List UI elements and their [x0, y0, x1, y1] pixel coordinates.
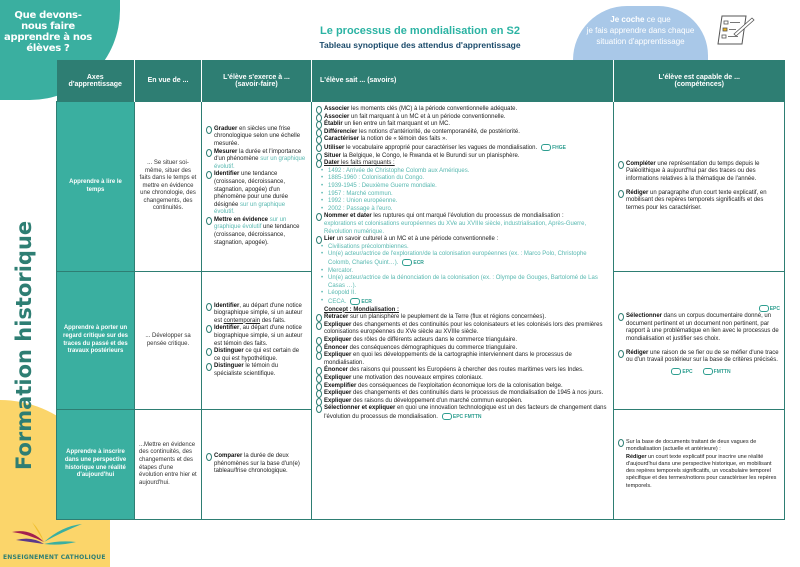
checklist-item[interactable]: Mettre en évidence sur un graphique évolutif une tendance (croissance, décroissance, stagnation, apogée). — [206, 217, 307, 247]
checkbox-circle-icon[interactable] — [206, 348, 212, 356]
checklist-item[interactable]: Sélectionner dans un corpus documentaire donné, un document pertinent et un document non pertinent, par rapport à une problématique en lien avec le processus de mondialisation et justifier ses choix. — [618, 313, 780, 343]
ecr-link-badge: ECR — [402, 259, 424, 266]
page-subtitle: Tableau synoptique des attendus d'apprentissage — [319, 40, 521, 50]
table-row — [57, 102, 785, 272]
checkbox-circle-icon[interactable] — [206, 149, 212, 157]
link-icon — [350, 298, 360, 305]
checklist-item[interactable]: Utiliser le vocabulaire approprié pour caractériser les vagues de mondialisation. FHGE — [316, 144, 609, 153]
checklist-item[interactable]: Rédiger une raison de se fier ou de se méfier d'une trace ou d'un travail postérieur sur la base de critères précisés. — [618, 350, 780, 365]
checklist-item[interactable]: Caractériser la notion de « témoin des faits ». — [316, 136, 609, 144]
link-icon — [442, 413, 452, 420]
epc-fmttn-link-badge: EPC FMTTN — [442, 413, 482, 420]
check-instruction-rest: ce que — [644, 15, 671, 24]
checklist-item[interactable]: Lier un savoir culturel à un MC et à une période conventionnelle : — [316, 236, 609, 244]
checklist-item[interactable]: Compléter une représentation du temps depuis le Paléolithique à aujourd'hui par des traces ou des informations relatives à la thématique de l'année. — [618, 161, 780, 184]
vue-cell: ... Développer sa pensée critique. — [135, 272, 202, 410]
exerce-cell — [202, 102, 312, 272]
vue-cell: ...Mettre en évidence des continuités, des changements et des étapes d'une évolution entre hier et aujourd'hui. — [135, 410, 202, 520]
checklist-item[interactable]: Rédiger un paragraphe d'un court texte explicatif, en mobilisant des repères temporels significatifs et des termes pour les caractériser. — [618, 190, 780, 213]
checklist-item[interactable]: Sur la base de documents traitant de deux vagues de mondialisation (actuelle et antérieure) : Rédiger un court texte explicatif pour inscrire une réalité d'aujourd'hui dans une perspective historique, en mobilisant des repères temporels significatifs, un vocabulaire temporel spécifique et des termes/notions pour caractériser les repères temporels. — [618, 439, 780, 489]
culture-item: • Mercator. — [316, 268, 609, 276]
checklist-item[interactable]: Expliquer des changements et des continuités pour les colonisateurs et les colonisés lors des premières colonisations européennes du XVe siècle au XVIIIe siècle. — [316, 322, 609, 337]
fmttn-link-badge: FMTTN — [703, 368, 731, 375]
badge-row-top — [618, 305, 780, 313]
checkbox-circle-icon[interactable] — [316, 213, 322, 221]
link-icon — [759, 305, 769, 312]
checkbox-circle-icon[interactable] — [618, 350, 624, 358]
checkbox-circle-icon[interactable] — [206, 126, 212, 134]
logo-text: ENSEIGNEMENT CATHOLIQUE — [3, 554, 106, 561]
checklist-item[interactable]: Dater les faits marquants : — [316, 160, 609, 168]
badge-row-bottom — [618, 368, 780, 376]
header-sait: L'élève sait ... (savoirs) — [312, 60, 614, 102]
vue-cell: ... Se situer soi-même, situer des faits dans le temps et mettre en évidence une chronologie, des changements, des continuités. — [135, 102, 202, 272]
checklist-pen-icon — [716, 14, 756, 46]
header-capable-main: L'élève est capable de ... — [658, 73, 740, 81]
checkbox-circle-icon[interactable] — [618, 190, 624, 198]
header-axes: Axes d'apprentissage — [57, 60, 135, 102]
culture-item: • Un(e) acteur/actrice de la dénonciation de la colonisation (ex. : Olympe de Gouges, Bartolomé de Las Casas …). — [316, 275, 609, 290]
culture-item: • Léopold II. — [316, 290, 609, 298]
header-exerce-main: L'élève s'exerce à ... — [223, 73, 290, 81]
epc-link-badge-2: EPC — [671, 368, 692, 375]
checklist-item[interactable]: Identifier, au départ d'une notice biographique simple, si un auteur est contemporain des faits. — [206, 303, 307, 326]
checklist-item[interactable]: Expliquer une motivation des nouveaux empires coloniaux. — [316, 375, 609, 383]
checklist-item[interactable]: Associer un fait marquant à un MC et à un période conventionnelle. — [316, 114, 609, 122]
axis-cell: Apprendre à porter un regard critique sur des traces du passé et des travaux postérieurs — [57, 272, 135, 410]
axis-cell: Apprendre à inscrire dans une perspective historique une réalité d'aujourd'hui — [57, 410, 135, 520]
checklist-item[interactable]: Établir un lien entre un fait marquant et un MC. — [316, 121, 609, 129]
checklist-item[interactable]: Énoncer des raisons qui poussent les Européens à chercher des routes maritimes vers les Indes. — [316, 367, 609, 375]
check-instruction-line2: je fais apprendre dans chaque — [586, 26, 695, 35]
table-header-row — [57, 60, 785, 102]
checklist-item[interactable]: Situer la Belgique, le Congo, le Rwanda et le Burundi sur un planisphère. — [316, 153, 609, 161]
concept-heading: Concept : Mondialisation : — [324, 306, 399, 313]
ecr-link-badge-2: ECR — [350, 298, 372, 305]
checkbox-circle-icon[interactable] — [618, 313, 624, 321]
checkbox-circle-icon[interactable] — [316, 144, 322, 152]
link-icon — [703, 368, 713, 375]
date-item: • 1492 : Arrivée de Christophe Colomb aux Amériques. — [316, 168, 609, 176]
capable-cell — [614, 102, 785, 272]
culture-item: • Civilisations précolombiennes. — [316, 244, 609, 252]
checklist-item[interactable]: Comparer la durée de deux phénomènes sur la base d'un(e) tableau/frise chronologique. — [206, 453, 307, 476]
checkbox-circle-icon[interactable] — [618, 161, 624, 169]
checklist-item[interactable]: Graduer en siècles une frise chronologique selon une échelle mesurée. — [206, 126, 307, 149]
checkbox-circle-icon[interactable] — [316, 405, 322, 413]
checklist-item[interactable]: Exemplifier des conséquences de l'exploitation économique lors de la colonisation belge. — [316, 383, 609, 391]
vertical-title: Formation historique — [12, 220, 36, 470]
epc-link-badge: EPC — [759, 305, 780, 312]
checkbox-circle-icon[interactable] — [618, 439, 624, 447]
header-vue: En vue de ... — [135, 60, 202, 102]
checkbox-circle-icon[interactable] — [206, 303, 212, 311]
checklist-item[interactable]: Différencier les notions d'antériorité, de contemporanéité, de postériorité. — [316, 129, 609, 137]
date-item: • 1939-1945 : Deuxième Guerre mondiale. — [316, 183, 609, 191]
check-instruction — [573, 14, 708, 47]
header-capable-sub: (compétences) — [674, 80, 724, 88]
header-capable — [614, 60, 785, 102]
checkbox-circle-icon[interactable] — [206, 325, 212, 333]
culture-item: • Un(e) acteur/actrice de l'exploration/de la colonisation européennes (ex. : Marco Polo, Christophe Colomb, Charles Quint…). ECR — [316, 251, 609, 267]
synoptic-table — [56, 60, 785, 520]
link-icon — [402, 259, 412, 266]
checklist-item[interactable]: Distinguer le témoin du spécialiste scientifique. — [206, 363, 307, 378]
header-question: Que devons-nous faire apprendre à nos élèves ? — [4, 10, 92, 54]
header-exerce-sub: (savoir-faire) — [235, 80, 278, 88]
checklist-item[interactable]: Mesurer la durée et l'importance d'un phénomène sur un graphique évolutif. — [206, 149, 307, 172]
checklist-item[interactable]: Expliquer des rôles de différents acteurs dans le commerce triangulaire. — [316, 337, 609, 345]
date-item: • 1885-1960 : Colonisation du Congo. — [316, 175, 609, 183]
date-item: • 1992 : Union européenne. — [316, 198, 609, 206]
checklist-item[interactable]: Expliquer en quoi les développements de la cartographie interviennent dans le processus de mondialisation. — [316, 352, 609, 367]
checklist-item[interactable]: Énoncer des conséquences démographiques du commerce triangulaire. — [316, 345, 609, 353]
checklist-item[interactable]: Associer les moments clés (MC) à la période conventionnelle adéquate. — [316, 106, 609, 114]
checkbox-circle-icon[interactable] — [206, 171, 212, 179]
page-title: Le processus de mondialisation en S2 — [320, 25, 520, 37]
fhge-link-badge: FHGE — [541, 144, 566, 151]
checklist-item[interactable]: Sélectionner et expliquer en quoi une innovation technologique est un des facteurs de changement dans l'évolution du processus de mondialisation. EPC FMTTN — [316, 405, 609, 421]
checkbox-circle-icon[interactable] — [316, 352, 322, 360]
enseignement-catholique-logo — [10, 520, 85, 550]
check-instruction-bold: Je coche — [610, 15, 645, 24]
checkbox-circle-icon[interactable] — [206, 453, 212, 461]
checklist-item[interactable]: Nommer et dater les ruptures qui ont marqué l'évolution du processus de mondialisation : explorations et colonisations européennes du XVe au XVIIIe siècle, industrialisation, Après-Guerre, Révolution numérique. — [316, 213, 609, 236]
link-icon — [541, 144, 551, 151]
exerce-cell — [202, 410, 312, 520]
savoirs-cell — [312, 102, 614, 520]
culture-item: • CECA. ECR — [316, 298, 609, 307]
check-instruction-line3: situation d'apprentissage — [596, 37, 685, 46]
capable-cell — [614, 410, 785, 520]
checklist-item[interactable]: Identifier une tendance (croissance, décroissance, stagnation, apogée) d'un phénomène pour une durée désignée sur un graphique évolutif. — [206, 171, 307, 217]
checklist-item[interactable]: Distinguer ce qui est certain de ce qui est hypothétique. — [206, 348, 307, 363]
checkbox-circle-icon[interactable] — [206, 217, 212, 225]
exerce-cell — [202, 272, 312, 410]
checkbox-circle-icon[interactable] — [316, 322, 322, 330]
date-item: • 2002 : Passage à l'euro. — [316, 206, 609, 214]
link-icon — [671, 368, 681, 375]
checklist-item[interactable]: Retracer sur un planisphère le peuplement de la Terre (flux et régions concernées). — [316, 314, 609, 322]
axis-cell: Apprendre à lire le temps — [57, 102, 135, 272]
checklist-item[interactable]: Identifier, au départ d'une notice biographique simple, si un auteur est témoin des faits. — [206, 325, 307, 348]
capable-cell — [614, 272, 785, 410]
header-exerce — [202, 60, 312, 102]
date-item: • 1957 : Marché commun. — [316, 191, 609, 199]
checklist-item[interactable]: Expliquer des raisons du développement d'un marché commun européen. — [316, 398, 609, 406]
checklist-item[interactable]: Expliquer des changements et des continuités dans le processus de mondialisation de 1945 à nos jours. — [316, 390, 609, 398]
checkbox-circle-icon[interactable] — [206, 363, 212, 371]
